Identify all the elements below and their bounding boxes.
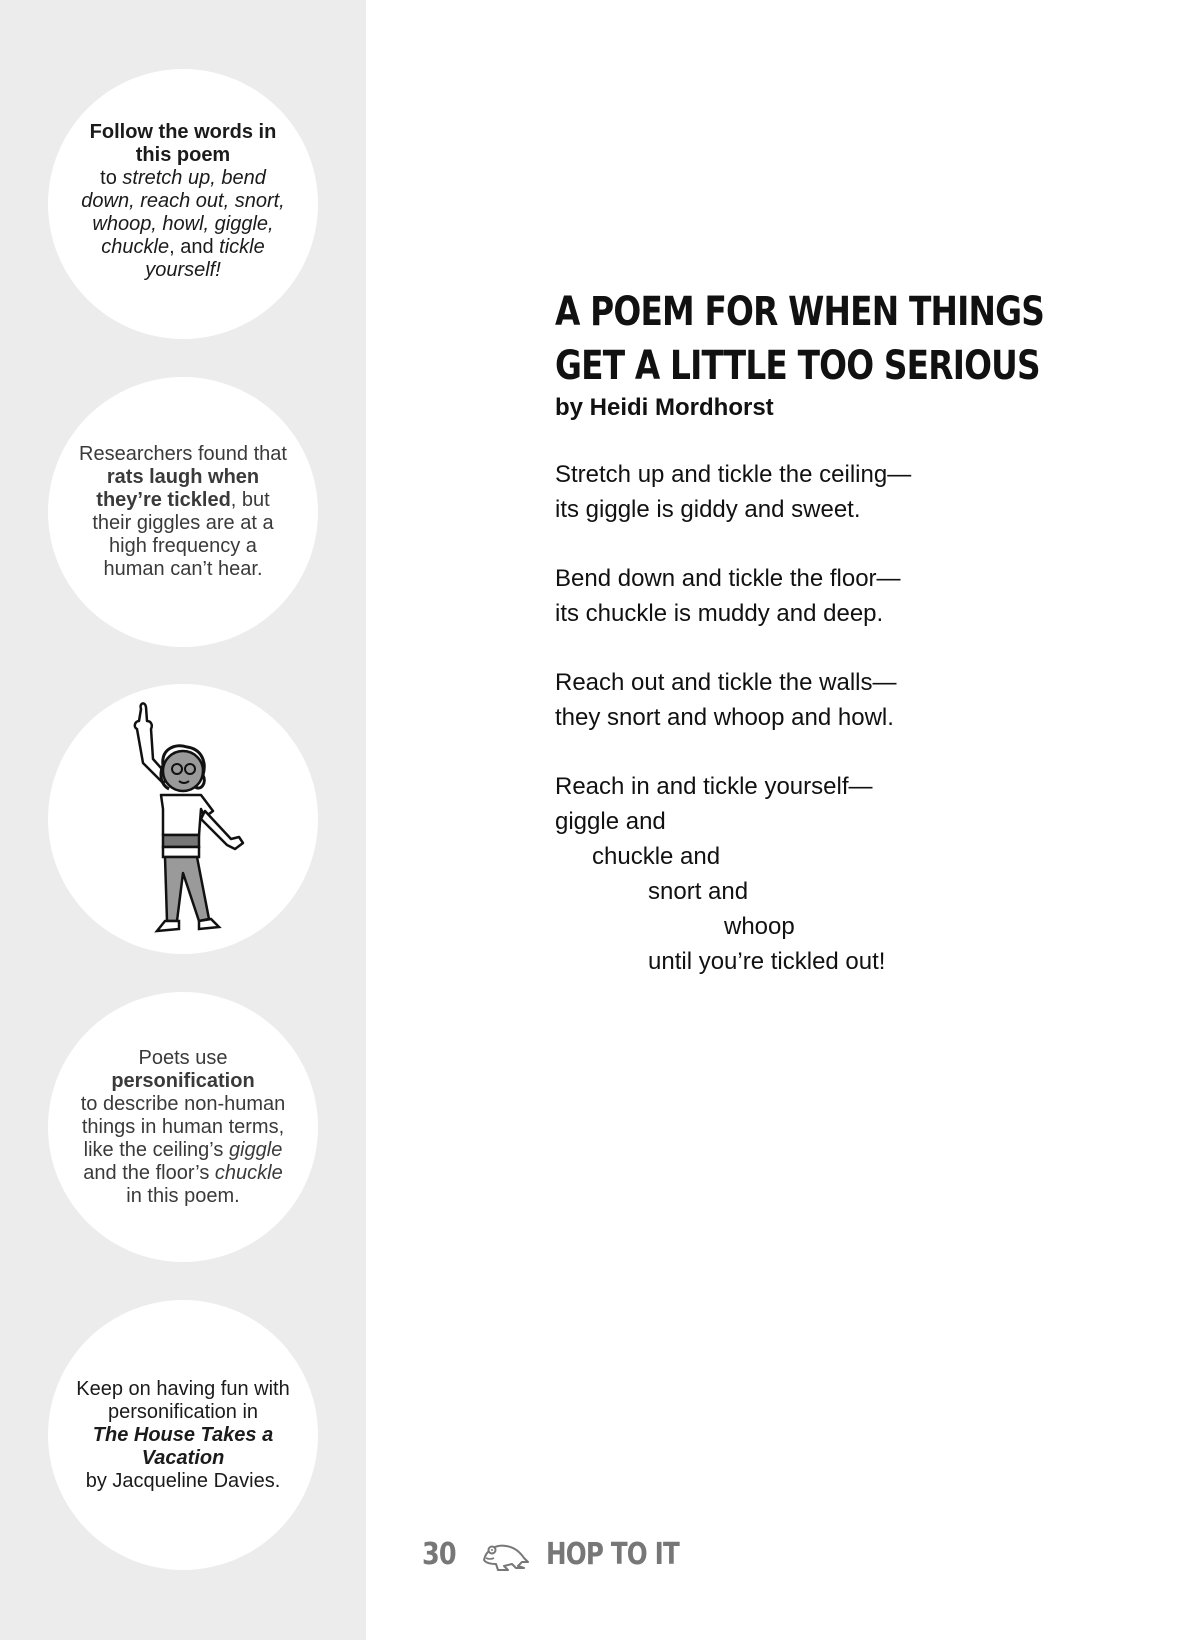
poem-title — [555, 285, 1055, 393]
fact-circle-rats — [48, 377, 318, 647]
fact-pre: Researchers found that — [79, 443, 287, 465]
personification-text — [76, 1047, 290, 1208]
stanza-1 — [555, 457, 1115, 527]
poem-line: chuckle and — [592, 843, 721, 870]
page-footer — [422, 1534, 708, 1574]
book-title: The House Takes a Vacation — [92, 1423, 274, 1469]
girl-pointing-up-illustration — [113, 699, 253, 939]
tip-bold: Follow the words in this poem — [89, 120, 277, 166]
poem-title-line-1: A POEM FOR WHEN THINGS — [555, 289, 1045, 335]
stanza-4 — [555, 769, 1115, 979]
poem-line: Bend down and tickle the floor— — [555, 565, 901, 592]
poem-section — [555, 285, 1115, 979]
poem-line: giggle and — [555, 808, 666, 835]
personification-and: and the floor’s — [83, 1161, 210, 1184]
poem-line: they snort and whoop and howl. — [555, 704, 894, 731]
recommendation-text — [76, 1378, 290, 1493]
poem-line: Reach in and tickle yourself— — [555, 773, 873, 800]
fact-bold: rats laugh when they’re tickled — [96, 466, 260, 511]
poem-line: its giggle is giddy and sweet. — [555, 496, 861, 523]
personification-mid: to describe non-human things in human terms, like the ceiling’s — [80, 1092, 286, 1161]
poem-line: Reach out and tickle the walls— — [555, 669, 897, 696]
poem-line: Stretch up and tickle the ceiling— — [555, 461, 912, 488]
tip-circle-follow-words — [48, 69, 318, 339]
illustration-circle — [48, 684, 318, 954]
personification-pre: Poets use — [138, 1046, 228, 1069]
personification-bold: personification — [111, 1069, 255, 1092]
book-recommendation-circle — [48, 1300, 318, 1570]
recommendation-pre: Keep on having fun with personification in — [76, 1377, 290, 1423]
stanza-2 — [555, 561, 1115, 631]
tip-text — [76, 121, 290, 282]
stanza-3 — [555, 665, 1115, 735]
personification-chuckle: chuckle — [214, 1161, 283, 1184]
poem-line: its chuckle is muddy and deep. — [555, 600, 884, 627]
fact-text — [76, 443, 290, 581]
tip-to: to — [100, 166, 117, 189]
frog-icon — [480, 1536, 530, 1572]
tip-actions: stretch up, bend down, reach out, snort, whoop, howl, giggle, chuckle — [81, 166, 285, 258]
poem-line: until you’re tickled out! — [648, 948, 886, 975]
section-title: HOP TO IT — [545, 1536, 679, 1572]
poem-line: snort and — [648, 878, 749, 905]
page-number: 30 — [422, 1536, 456, 1572]
fact-circle-personification — [48, 992, 318, 1262]
tip-tickle: tickle yourself! — [145, 235, 265, 281]
personification-post: in this poem. — [126, 1184, 240, 1207]
poem-line: whoop — [724, 913, 795, 940]
book-author: by Jacqueline Davies. — [85, 1469, 281, 1492]
poem-title-line-2: GET A LITTLE TOO SERIOUS — [555, 343, 1040, 389]
personification-giggle: giggle — [228, 1138, 283, 1161]
tip-and: , and — [169, 235, 214, 258]
fact-post: , but their giggles are at a high frequency a human can’t hear. — [92, 489, 274, 580]
poem-author: by Heidi Mordhorst — [555, 394, 774, 421]
sidebar — [0, 0, 366, 1640]
